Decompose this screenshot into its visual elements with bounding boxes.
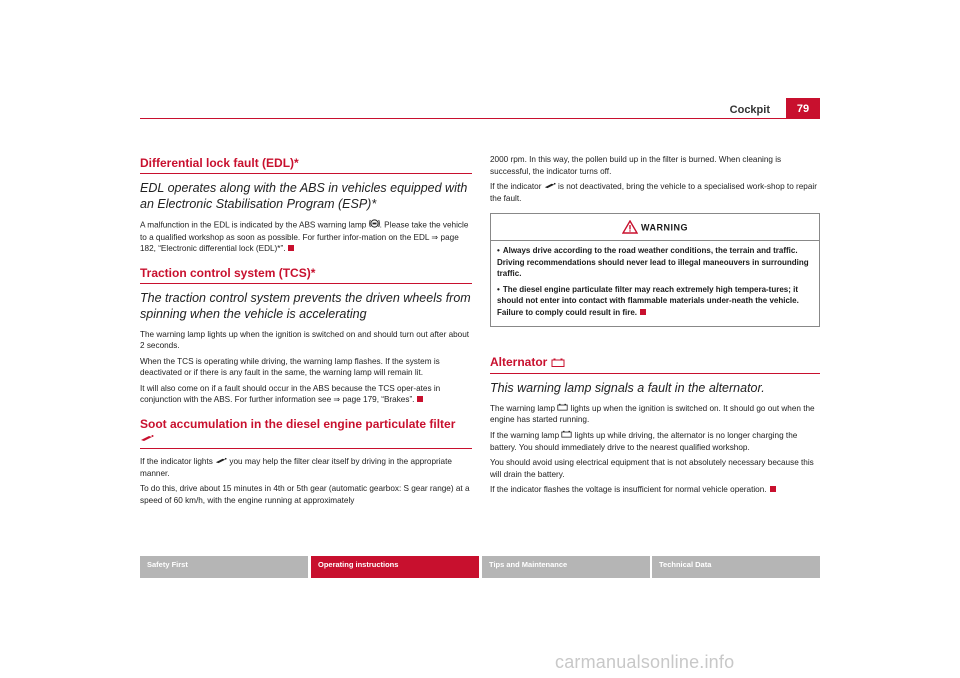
footer-tab-safety-first[interactable]: Safety First xyxy=(140,556,308,578)
warning-header xyxy=(491,214,819,241)
particulate-filter-icon xyxy=(215,456,227,468)
warning-triangle-icon xyxy=(622,220,638,236)
edl-paragraph: A malfunction in the EDL is indicated by the ABS warning lamp . Please take the vehicle to a qualified workshop as soon as possible. For further infor-mation on the EDL ⇒ page 182, “Electronic differential lock (EDL)*”. xyxy=(140,220,469,253)
tcs-paragraph-2: When the TCS is operating while driving, the warning lamp flashes. If the system is deactivated or if there is any fault in the same, the warning lamp will remain lit. xyxy=(140,356,440,377)
left-column xyxy=(140,156,472,517)
section-end-marker xyxy=(417,396,423,402)
battery-icon xyxy=(561,430,572,442)
section-end-marker xyxy=(770,486,776,492)
section-subheading-tcs: The traction control system prevents the driven wheels from spinning when the vehicle is accelerating xyxy=(140,290,471,321)
soot-paragraph-2: To do this, drive about 15 minutes in 4th or 5th gear (automatic gearbox: S gear range) at a speed of 60 km/h, with the engine running at approximately xyxy=(140,484,470,505)
particulate-filter-icon xyxy=(140,431,154,445)
abs-warning-lamp-icon xyxy=(369,219,380,232)
section-heading-tcs: Traction control system (TCS)* xyxy=(140,266,472,284)
tcs-paragraph-1: The warning lamp lights up when the ignition is switched on and should turn out after about 2 seconds. xyxy=(140,329,470,350)
alternator-paragraph-3: You should avoid using electrical equipment that is not absolutely necessary because this will drain the battery. xyxy=(490,458,814,479)
alternator-paragraph-4: If the indicator flashes the voltage is insufficient for normal vehicle operation. xyxy=(490,484,820,496)
warning-item: • The diesel engine particulate filter may reach extremely high tempera-tures; it should not enter into contact with flammable materials under-neath the vehicle. Failure to comply could result in fire. xyxy=(497,284,799,317)
alternator-paragraph-2: If the warning lamp lights up while driving, the alternator is no longer charging the battery. You should immediately drive to the nearest qualified workshop. xyxy=(490,430,798,452)
section-heading-soot: Soot accumulation in the diesel engine particulate filter xyxy=(140,417,472,450)
page-number: 79 xyxy=(786,98,820,118)
section-heading-edl: Differential lock fault (EDL)* xyxy=(140,156,472,174)
warning-item: • Always drive according to the road weather conditions, the terrain and traffic. Driving recommendations should never lead to illegal maneouvers in surrounding traffic. xyxy=(497,246,809,279)
watermark: carmanualsonline.info xyxy=(555,652,735,672)
battery-icon xyxy=(557,403,568,415)
section-edl xyxy=(140,156,472,255)
section-heading-alternator: Alternator xyxy=(490,355,820,374)
battery-icon xyxy=(551,356,565,370)
warning-title: WARNING xyxy=(641,222,688,233)
footer-tab-operating-instructions[interactable]: Operating instructions xyxy=(311,556,479,578)
section-end-marker xyxy=(640,309,646,315)
tcs-paragraph-3: It will also come on if a fault should occur in the ABS because the TCS oper-ates in conjunction with the ABS. For further information see ⇒ page 179, “Brakes”. xyxy=(140,383,441,404)
right-column xyxy=(490,154,820,507)
soot-continued-paragraph-1: 2000 rpm. In this way, the pollen build up in the filter is burned. When cleaning is successful, the indicator turns off. xyxy=(490,155,782,176)
alternator-paragraph-1: The warning lamp lights up when the ignition is switched on. It should go out when the engine has started running. xyxy=(490,403,815,425)
soot-paragraph-1: If the indicator lights you may help the filter clear itself by driving in the appropriate manner. xyxy=(140,457,452,478)
section-soot xyxy=(140,417,472,507)
section-alternator xyxy=(490,355,820,495)
particulate-filter-icon xyxy=(544,181,556,193)
header-rule xyxy=(140,118,820,119)
footer-tab-technical-data[interactable]: Technical Data xyxy=(652,556,820,578)
section-subheading-edl: EDL operates along with the ABS in vehicles equipped with an Electronic Stabilisation Program (ESP)* xyxy=(140,181,468,211)
page-header-title: Cockpit xyxy=(729,104,770,116)
warning-box xyxy=(490,213,820,327)
section-tcs xyxy=(140,266,472,406)
section-end-marker xyxy=(288,245,294,251)
soot-continued-paragraph-2: If the indicator is not deactivated, bring the vehicle to a specialised work-shop to repair the fault. xyxy=(490,182,817,203)
section-subheading-alternator: This warning lamp signals a fault in the alternator. xyxy=(490,380,765,395)
footer-tab-tips-and-maintenance[interactable]: Tips and Maintenance xyxy=(482,556,650,578)
